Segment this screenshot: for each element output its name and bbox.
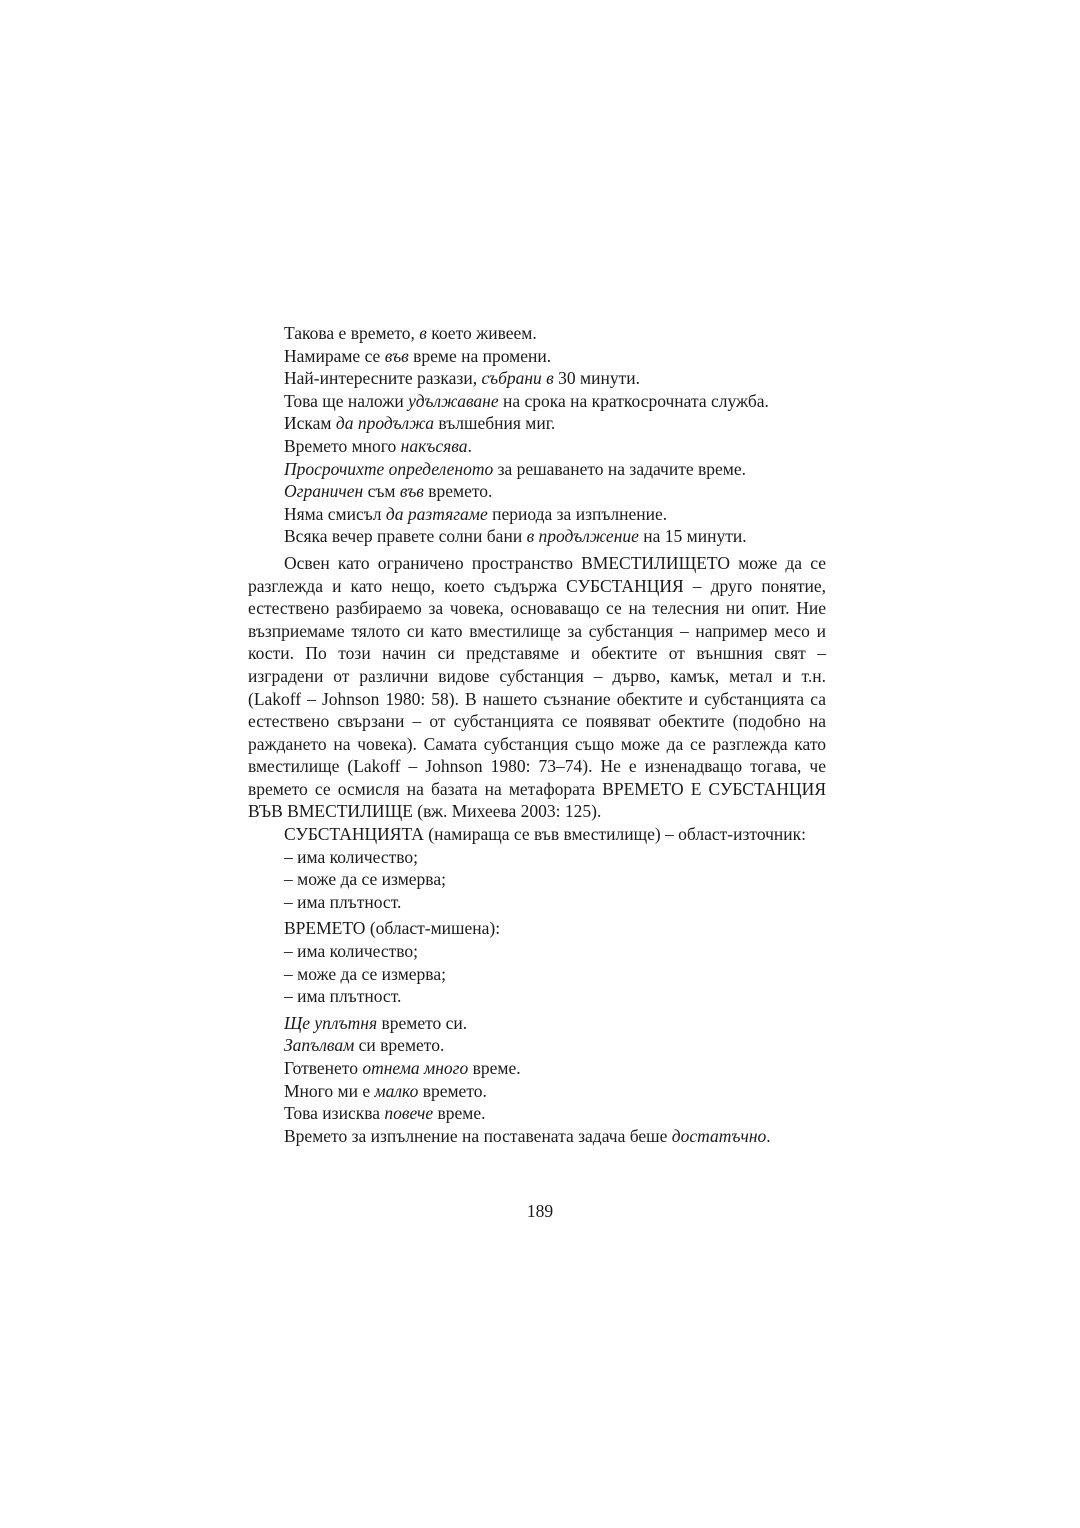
text-segment: Готвенето (284, 1058, 363, 1078)
example-sentence (248, 480, 826, 503)
text-segment: съм (363, 481, 400, 502)
emphasized-text: Ограничен (284, 481, 364, 502)
text-segment: . (467, 435, 472, 456)
example-sentence (248, 1080, 826, 1103)
paragraph-container-substance: Освен като ограничено пространство ВМЕСТИЛИЩЕТО може да се разглежда и като нещо, което съдържа СУБСТАНЦИЯ – друго понятие, естествено разбираемо за човека, основаващо се на телесния ни опит. Ние възприемаме тялото си като вместилище за субстанция – например месо и кости. По този начин си представяме и обектите от външния свят – изградени от различни видове субстанция – дърво, камък, метал и т.н. (Lakoff – Johnson 1980: 58). В нашето съзнание обектите и субстанцията са естествено свързани – от субстанцията се появяват обектите (подобно на раждането на човека). Самата субстанция също може да се разглежда като вместилище (Lakoff – Johnson 1980: 73–74). Не е изненадващо тогава, че времето се осмисля на базата на метафората ВРЕМЕТО Е СУБСТАНЦИЯ ВЪВ ВМЕСТИЛИЩЕ (вж. Михеева 2003: 125). (248, 552, 826, 822)
emphasized-text: във (399, 481, 424, 502)
source-domain-list (248, 846, 826, 914)
list-item: – има плътност. (284, 986, 402, 1007)
example-sentence (248, 412, 826, 435)
example-sentence (248, 1057, 826, 1080)
example-sentence (248, 345, 826, 368)
text-segment: Това ще наложи (284, 390, 409, 411)
text-segment: на срока на краткосрочната служба. (498, 390, 769, 411)
text-segment: време на промени. (408, 345, 552, 366)
emphasized-text: малко (374, 1080, 419, 1101)
text-segment: Това изисква (284, 1103, 385, 1124)
emphasized-text: в (419, 323, 427, 343)
text-segment: времето си. (377, 1012, 468, 1033)
text-segment: Най-интересните разкази, (284, 368, 482, 389)
text-segment: си времето. (354, 1035, 445, 1056)
text-segment: времето. (418, 1080, 487, 1101)
text-segment: Времето за изпълнение на поставената задача беше (284, 1125, 672, 1146)
emphasized-text: накъсява (400, 435, 468, 456)
example-sentence (248, 435, 826, 458)
example-sentence (248, 1102, 826, 1125)
text-segment: Такова е времето, (284, 323, 420, 343)
text-segment: което живеем. (426, 323, 537, 343)
target-domain-list (248, 940, 826, 1008)
page-body (248, 322, 826, 1147)
text-segment: Всяка вечер правете солни бани (284, 526, 527, 547)
text-segment: вълшебния миг. (434, 413, 556, 434)
emphasized-text: във (384, 345, 409, 366)
text-segment: периода за изпълнение. (487, 503, 668, 524)
list-item: – може да се измерва; (284, 963, 446, 984)
page-number: 189 (526, 1201, 554, 1221)
examples-block-1 (248, 322, 826, 548)
text-segment: времето. (423, 481, 493, 502)
text-segment: Много ми е (284, 1080, 375, 1101)
example-sentence (248, 503, 826, 526)
text-segment: Намираме се (284, 345, 385, 366)
list-item: – има плътност. (284, 891, 402, 912)
text-segment: Искам (284, 413, 336, 434)
text-segment: Няма смисъл (284, 503, 386, 524)
list-item: – има количество; (284, 941, 418, 962)
text-segment: време. (433, 1103, 486, 1124)
emphasized-text: Просрочихте определеното (284, 458, 494, 479)
text-segment: време. (468, 1058, 521, 1078)
emphasized-text: Запълвам (284, 1035, 355, 1056)
text-segment: Времето много (284, 435, 401, 456)
text-segment: . (766, 1125, 771, 1146)
example-sentence (248, 322, 826, 345)
emphasized-text: повече (384, 1103, 434, 1124)
list-item: – може да се измерва; (284, 869, 446, 890)
example-sentence (248, 390, 826, 413)
text-segment: 30 минути. (553, 368, 640, 389)
emphasized-text: отнема много (362, 1058, 469, 1078)
emphasized-text: удължаване (408, 390, 499, 411)
example-sentence (248, 1125, 826, 1148)
emphasized-text: Ще уплътня (284, 1012, 378, 1033)
emphasized-text: събрани в (481, 368, 554, 389)
text-segment: на 15 минути. (638, 526, 747, 547)
list-item: – има количество; (284, 846, 418, 867)
target-domain-label: ВРЕМЕТО (област-мишена): (284, 918, 501, 939)
paragraph-source-domain: СУБСТАНЦИЯТА (намираща се във вместилище) – област-източник: (284, 824, 807, 845)
example-sentence (248, 458, 826, 481)
emphasized-text: да продължа (335, 413, 434, 434)
emphasized-text: в продължение (526, 526, 639, 547)
emphasized-text: да разтягаме (385, 503, 488, 524)
text-segment: за решаването на задачите време. (493, 458, 747, 479)
example-sentence (248, 1012, 826, 1035)
emphasized-text: достатъчно (671, 1125, 767, 1146)
examples-block-2 (248, 1012, 826, 1148)
example-sentence (248, 1034, 826, 1057)
example-sentence (248, 525, 826, 548)
example-sentence (248, 367, 826, 390)
